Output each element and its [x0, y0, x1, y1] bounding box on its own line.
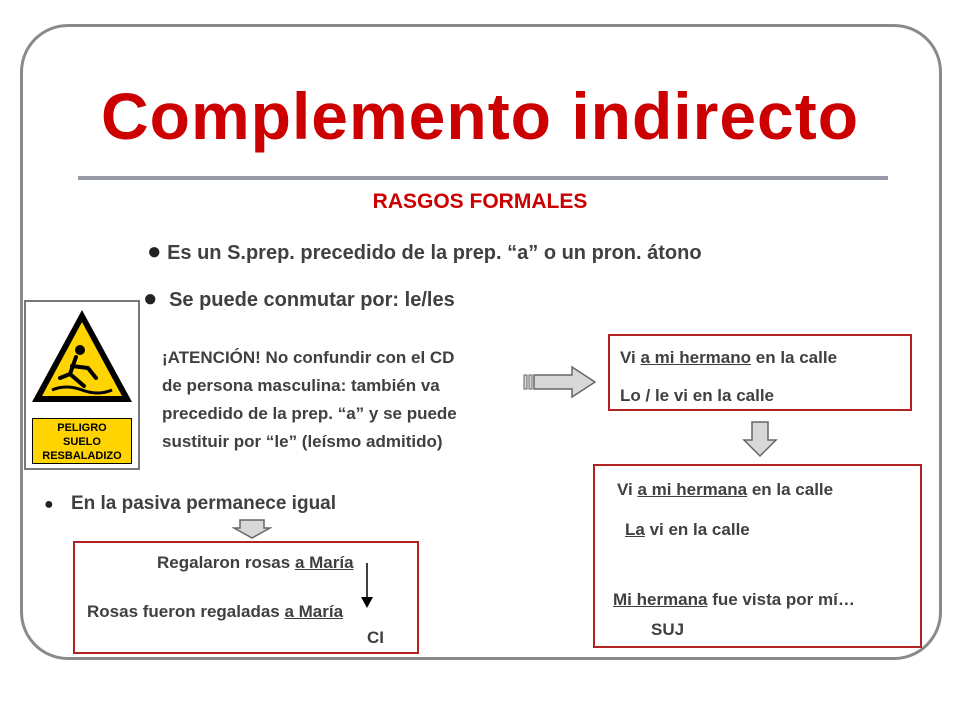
example-line: Vi a mi hermana en la calle	[617, 480, 834, 499]
bullet-dot-icon: ●	[143, 285, 158, 312]
example-box-feminine	[593, 464, 922, 648]
slide-title: Complemento indirecto	[100, 79, 860, 153]
arrow-right-icon	[522, 364, 598, 400]
example-line: Regalaron rosas a María	[157, 553, 354, 572]
bullet-item	[143, 285, 455, 313]
bullet-item	[147, 238, 702, 266]
example-line: La vi en la calle	[625, 520, 750, 539]
warning-sign-label: PELIGRO SUELO RESBALADIZO	[32, 418, 132, 464]
slip-hazard-icon	[26, 302, 138, 414]
bullet-text: Es un S.prep. precedido de la prep. “a” o un pron. átono	[167, 242, 702, 264]
title-divider	[78, 176, 888, 180]
attention-note: ¡ATENCIÓN! No confundir con el CD de persona masculina: también va precedido de la prep. “a” y se puede sustituir por “le” (leísmo admitido)	[162, 348, 457, 451]
bullet-dot-icon: ●	[44, 496, 54, 513]
subject-label: SUJ	[651, 620, 685, 639]
example-box-passive	[73, 541, 419, 654]
slippery-floor-warning-sign	[24, 300, 140, 470]
bullet-item	[44, 493, 336, 515]
example-line: Mi hermana fue vista por mí…	[613, 590, 855, 609]
example-line: Vi a mi hermano en la calle	[620, 348, 838, 367]
example-line: Lo / le vi en la calle	[620, 386, 775, 405]
arrow-down-icon	[232, 518, 272, 540]
ci-label: CI	[367, 628, 384, 647]
arrow-down-thin-icon	[360, 563, 374, 609]
bullet-text: Se puede conmutar por: le/les	[169, 289, 455, 311]
section-subtitle: RASGOS FORMALES	[372, 190, 588, 213]
bullet-text: En la pasiva permanece igual	[70, 493, 337, 514]
arrow-down-icon	[742, 420, 778, 458]
example-line: Rosas fueron regaladas a María	[87, 602, 344, 621]
bullet-dot-icon: ●	[147, 238, 162, 265]
example-box-masculine	[608, 334, 912, 411]
